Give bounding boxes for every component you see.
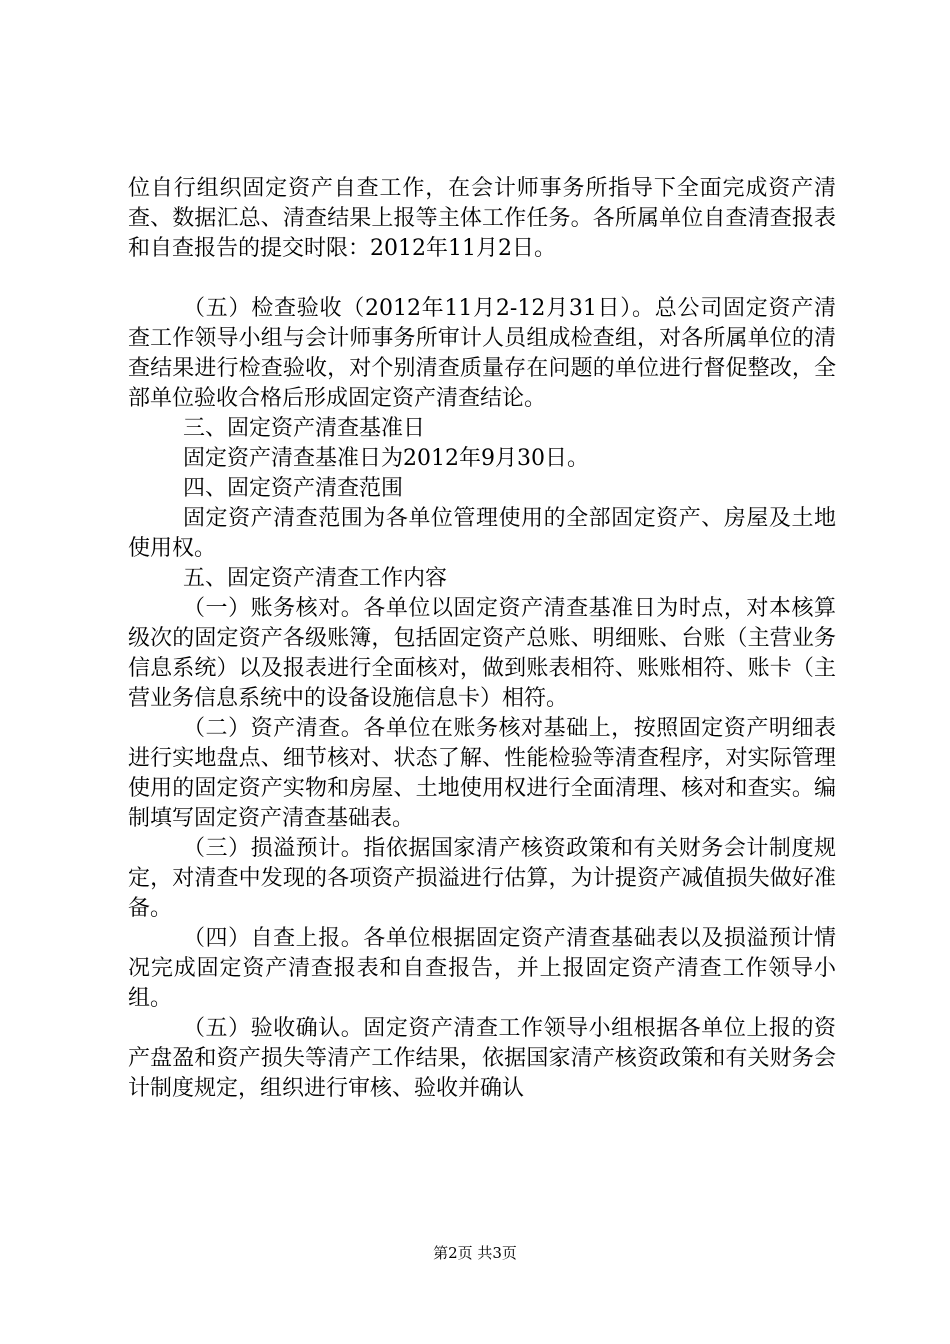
paragraph-acceptance-confirm: （五）验收确认。固定资产清查工作领导小组根据各单位上报的资产盘盈和资产损失等清产工作结果，依据国家清产核资政策和有关财务会计制度规定，组织进行审核、验收并确认 — [128, 1016, 836, 1101]
paragraph-asset-check: （二）资产清查。各单位在账务核对基础上，按照固定资产明细表进行实地盘点、细节核对、状态了解、性能检验等清查程序，对实际管理使用的固定资产实物和房屋、土地使用权进行全面清理、核对和查实。编制填写固定资产清查基础表。 — [128, 716, 836, 831]
section-heading-base-date: 三、固定资产清查基准日 — [183, 416, 426, 441]
document-body — [128, 174, 836, 1104]
paragraph-account-check: （一）账务核对。各单位以固定资产清查基准日为时点，对本核算级次的固定资产各级账簿，包括固定资产总账、明细账、台账（主营业务信息系统）以及报表进行全面核对，做到账表相符、账账相符、账卡（主营业务信息系统中的设备设施信息卡）相符。 — [128, 596, 836, 711]
paragraph-continuation: 位自行组织固定资产自查工作，在会计师事务所指导下全面完成资产清查、数据汇总、清查结果上报等主体工作任务。各所属单位自查清查报表和自查报告的提交时限：2012年11月2日。 — [128, 176, 836, 261]
section-heading-scope: 四、固定资产清查范围 — [183, 476, 404, 501]
page-footer: 第2页 共3页 — [433, 1244, 517, 1262]
paragraph-scope: 固定资产清查范围为各单位管理使用的全部固定资产、房屋及土地使用权。 — [128, 506, 836, 561]
paragraph-base-date: 固定资产清查基准日为2012年9月30日。 — [183, 446, 589, 471]
paragraph-self-report: （四）自查上报。各单位根据固定资产清查基础表以及损溢预计情况完成固定资产清查报表和自查报告，并上报固定资产清查工作领导小组。 — [128, 926, 836, 1011]
paragraph-inspection-acceptance: （五）检查验收（2012年11月2-12月31日）。总公司固定资产清查工作领导小组与会计师事务所审计人员组成检查组，对各所属单位的清查结果进行检查验收，对个别清查质量存在问题的单位进行督促整改，全部单位验收合格后形成固定资产清查结论。 — [128, 296, 836, 411]
paragraph-loss-estimate: （三）损溢预计。指依据国家清产核资政策和有关财务会计制度规定，对清查中发现的各项资产损溢进行估算，为计提资产减值损失做好准备。 — [128, 836, 836, 921]
section-heading-work-content: 五、固定资产清查工作内容 — [183, 566, 448, 591]
